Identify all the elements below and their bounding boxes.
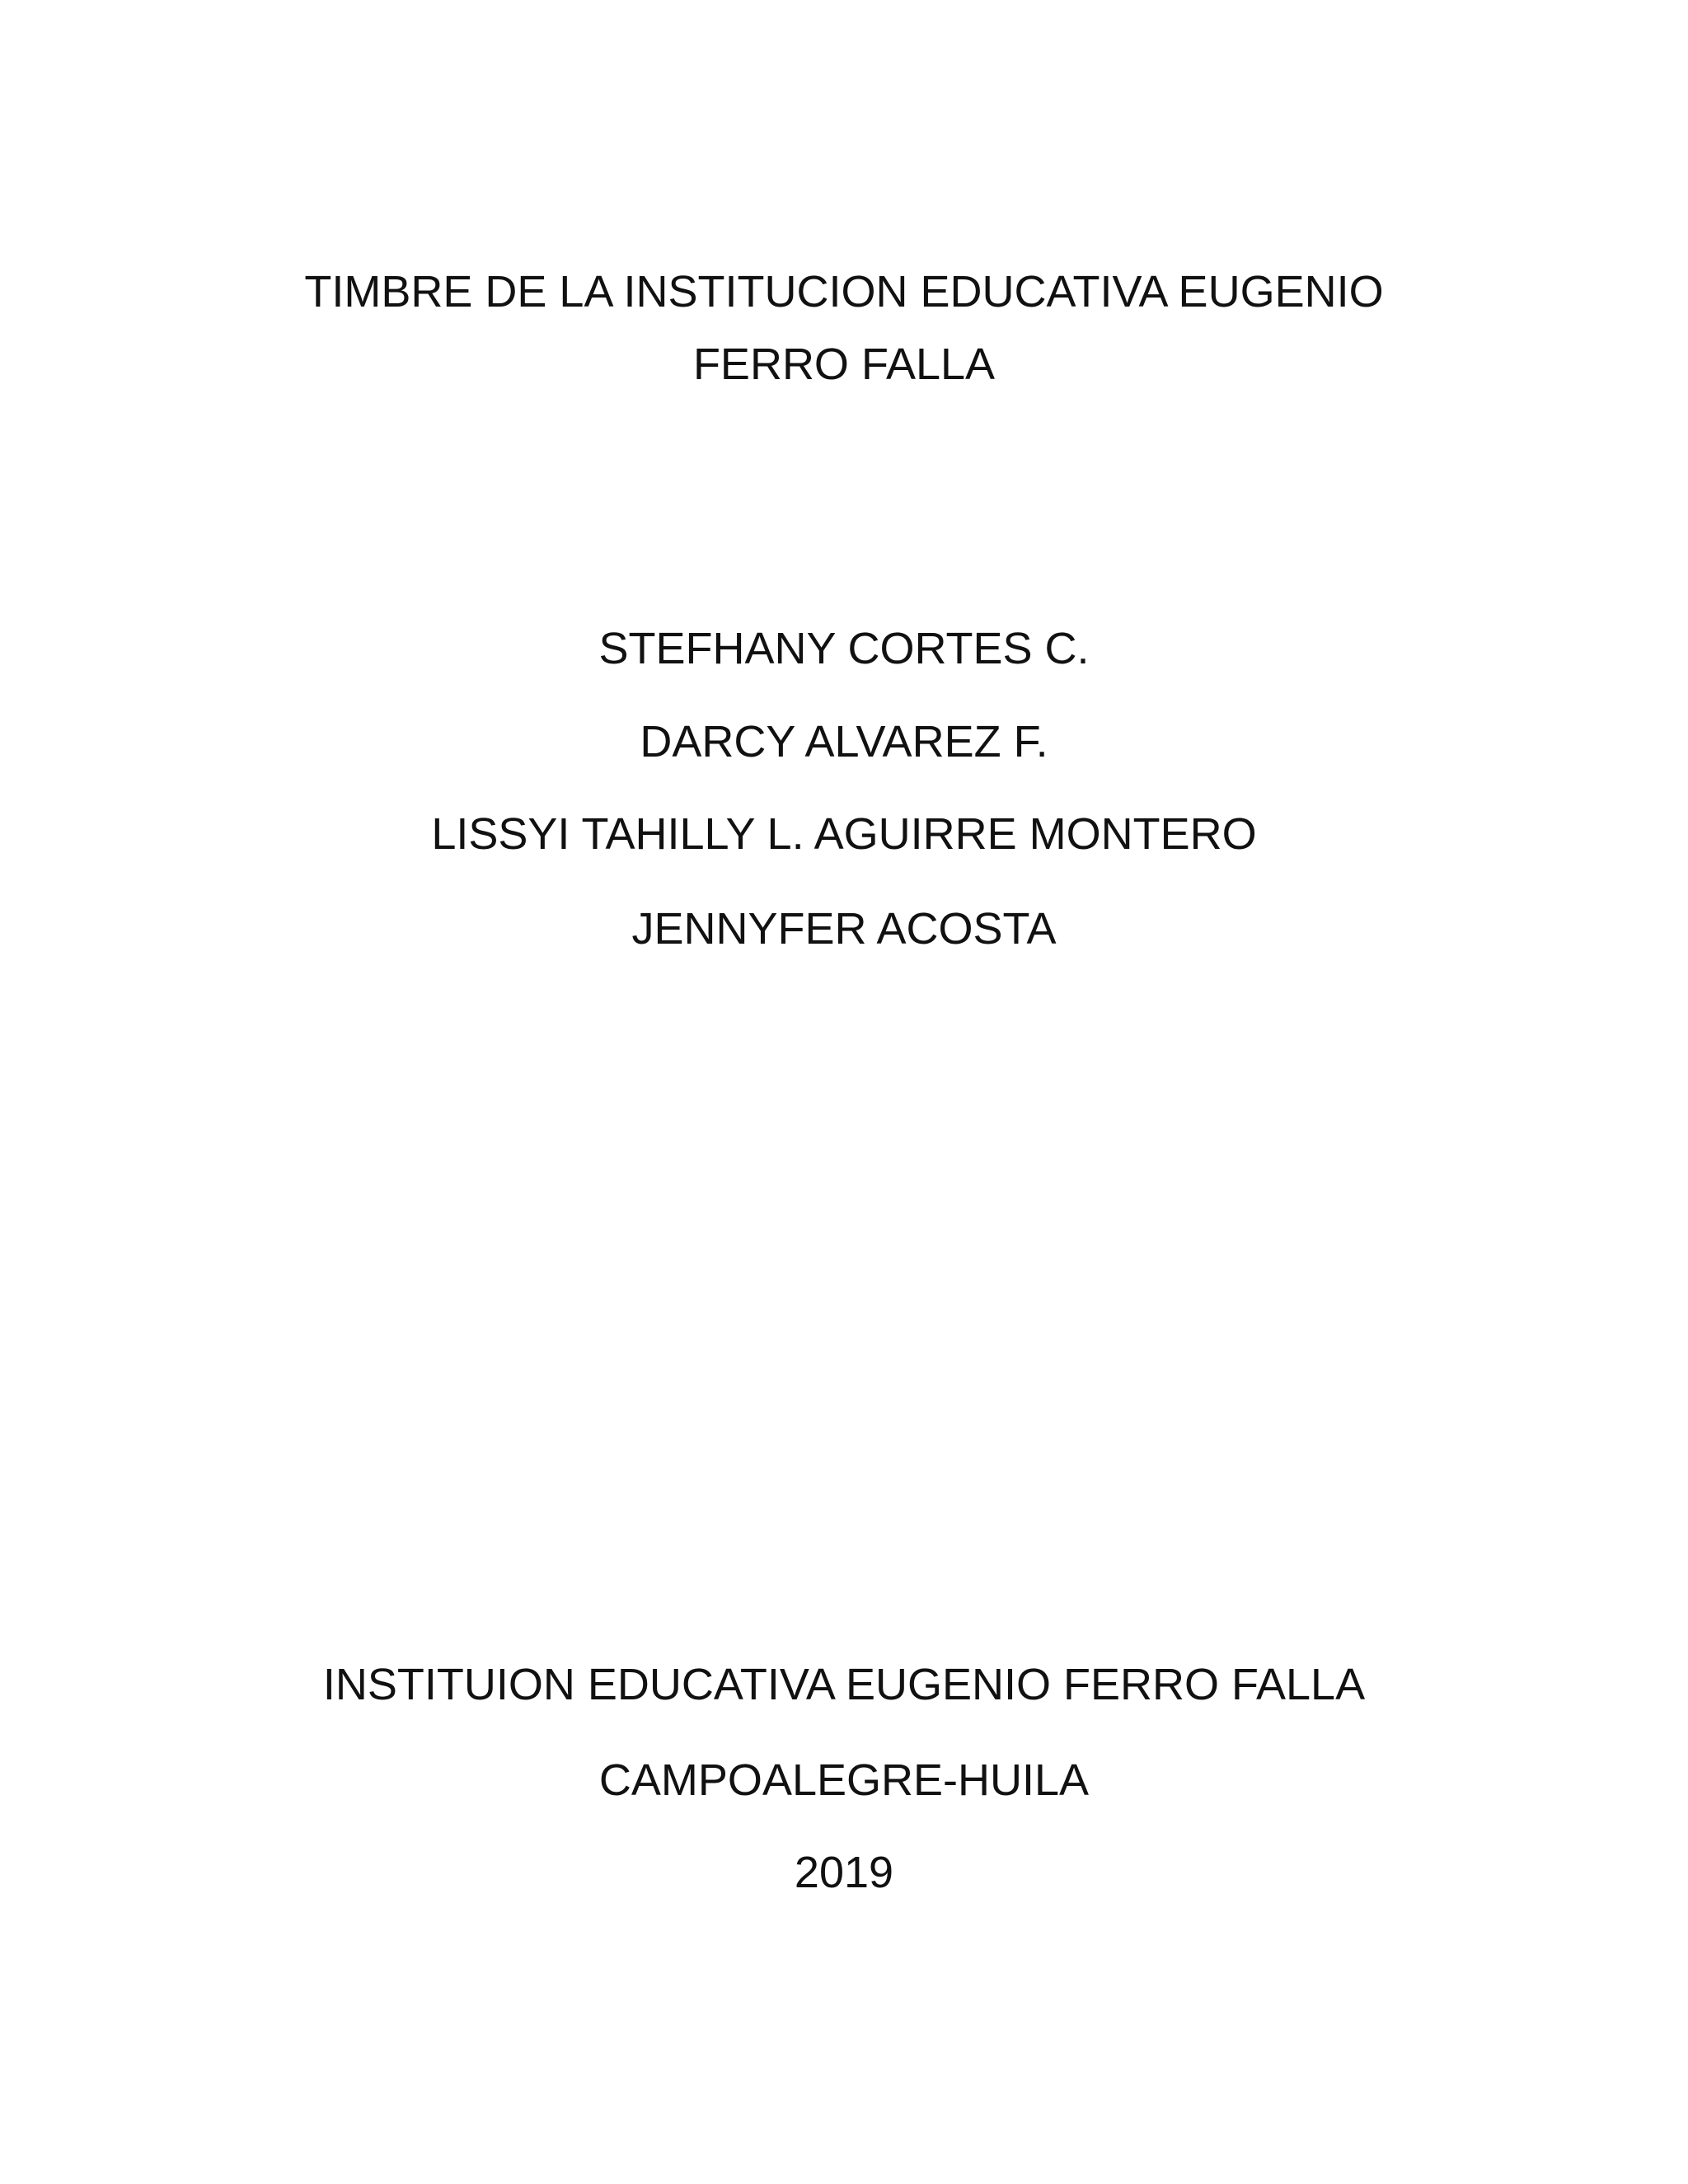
institution-name: INSTITUION EDUCATIVA EUGENIO FERRO FALLA — [322, 1660, 1366, 1709]
title-line-2: FERRO FALLA — [692, 340, 996, 389]
author-name: LISSYI TAHILLY L. AGUIRRE MONTERO — [431, 809, 1257, 859]
title-line-1: TIMBRE DE LA INSTITUCION EDUCATIVA EUGENIO — [304, 267, 1384, 316]
year: 2019 — [794, 1848, 894, 1897]
author-name: DARCY ALVAREZ F. — [640, 717, 1048, 766]
city-location: CAMPOALEGRE-HUILA — [598, 1755, 1090, 1805]
author-name: JENNYFER ACOSTA — [631, 904, 1057, 954]
author-name: STEFHANY CORTES C. — [598, 624, 1090, 673]
